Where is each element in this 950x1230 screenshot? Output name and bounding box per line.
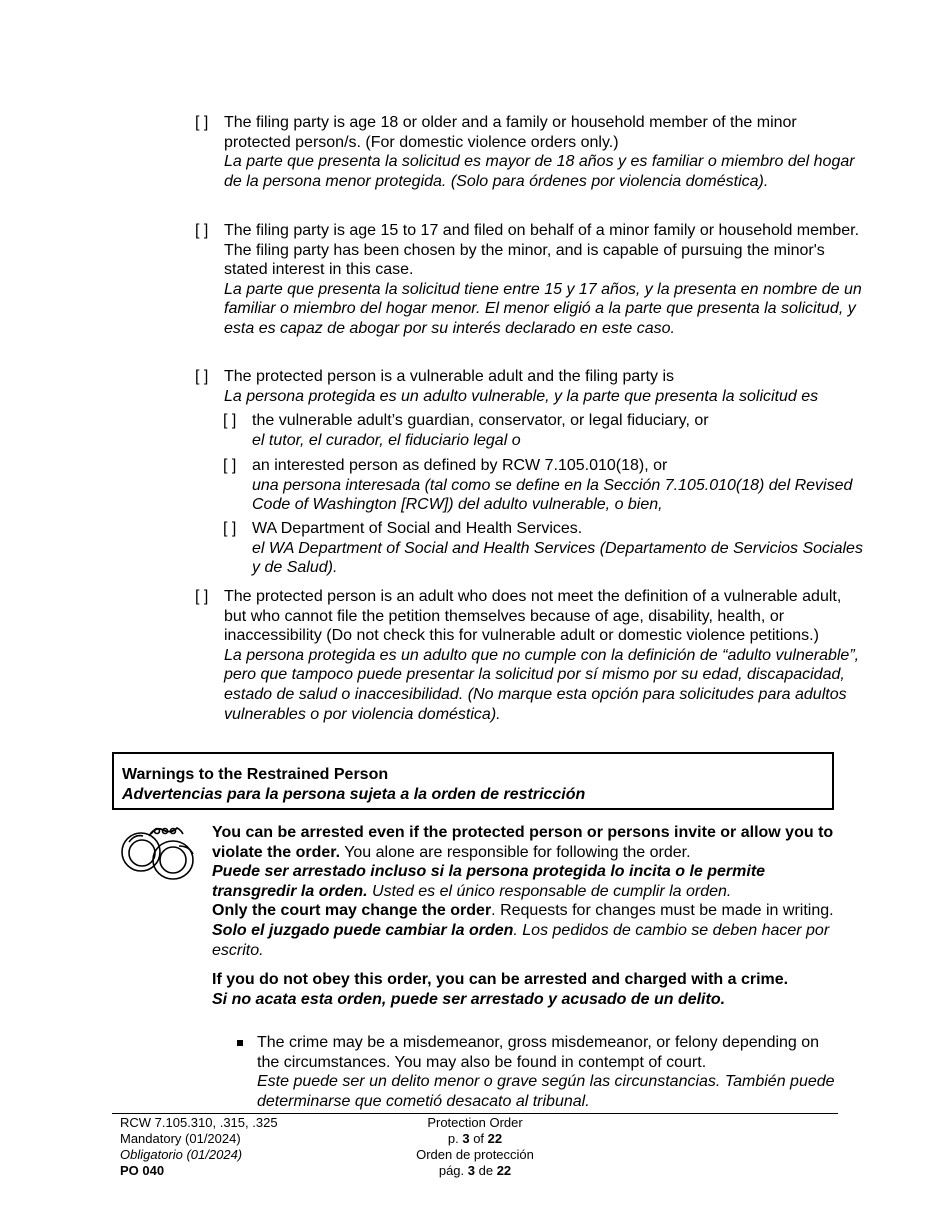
crime-bullet-en: The crime may be a misdemeanor, gross misdemeanor, or felony depending on the circumstances. You may also be found in contempt of court.	[257, 1034, 820, 1071]
sub-option-text-es: el tutor, el curador, el fiduciario legal o	[252, 431, 521, 449]
footer-obligatorio: Obligatorio (01/2024)	[120, 1147, 243, 1162]
sub-option-interested-person	[223, 456, 863, 515]
court-change-es: Solo el juzgado puede cambiar la orden. Los pedidos de cambio se deben hacer por escrito.	[212, 921, 830, 959]
option-text-en: The protected person is an adult who does not meet the definition of a vulnerable adult, but who cannot file the petition themselves because of age, disability, health, or inaccessibility (Do not check this for vulnerable adult or domestic violence petitions.)	[224, 588, 842, 645]
checkbox[interactable]: [ ]	[223, 412, 237, 429]
footer-left	[120, 1115, 278, 1179]
sub-option-guardian	[223, 411, 863, 450]
warnings-title-es: Advertencias para la persona sujeta a la orden de restricción	[122, 785, 586, 803]
warnings-content	[212, 823, 842, 1009]
option-text-es: La parte que presenta la solicitud es mayor de 18 años y es familiar o miembro del hogar de la persona menor protegida. (Solo para órdenes por violencia doméstica).	[224, 153, 855, 190]
footer-page-en: p. 3 of 22	[447, 1131, 503, 1146]
footer-form-id: PO 040	[120, 1163, 165, 1178]
crime-bullet-es: Este puede ser un delito menor o grave según las circunstancias. También puede determinarse que cometió desacato al tribunal.	[257, 1073, 835, 1110]
checkbox[interactable]: [ ]	[195, 588, 209, 605]
handcuffs-icon	[119, 822, 199, 882]
footer-center	[380, 1115, 570, 1179]
obey-warning-es: Si no acata esta orden, puede ser arrestado y acusado de un delito.	[212, 990, 726, 1008]
checkbox[interactable]: [ ]	[223, 520, 237, 537]
warnings-title-en: Warnings to the Restrained Person	[122, 766, 389, 783]
sub-option-text-en: WA Department of Social and Health Services.	[252, 520, 583, 537]
footer-mandatory: Mandatory (01/2024)	[120, 1131, 241, 1146]
sub-option-text-en: the vulnerable adult’s guardian, conservator, or legal fiduciary, or	[252, 412, 709, 429]
court-change-en: Only the court may change the order. Requests for changes must be made in writing.	[212, 902, 834, 920]
footer-divider	[112, 1113, 838, 1114]
option-adult-family-member	[195, 113, 865, 191]
footer-title-en: Protection Order	[427, 1115, 523, 1130]
crime-bullet	[237, 1033, 837, 1111]
sub-option-text-es: el WA Department of Social and Health Services (Departamento de Servicios Sociales y de Salud).	[252, 539, 863, 577]
footer-rcw: RCW 7.105.310, .315, .325	[120, 1115, 278, 1130]
option-vulnerable-adult	[195, 367, 865, 406]
checkbox[interactable]: [ ]	[195, 368, 209, 385]
option-text-en: The filing party is age 18 or older and a family or household member of the minor protected person/s. (For domestic violence orders only.)	[224, 114, 797, 151]
option-text-es: La persona protegida es un adulto que no cumple con la definición de “adulto vulnerable”, pero que tampoco puede presentar la solicitud por sí mismo por su edad, discapacidad, estado de salud o inaccesibilidad. (No marque esta opción para solicitudes para adultos vulnerables o por violencia doméstica).	[224, 646, 860, 723]
footer-title-es: Orden de protección	[416, 1147, 534, 1162]
sub-option-text-en: an interested person as defined by RCW 7.105.010(18), or	[252, 457, 668, 474]
checkbox[interactable]: [ ]	[195, 114, 209, 131]
option-text-en: The filing party is age 15 to 17 and filed on behalf of a minor family or household member. The filing party has been chosen by the minor, and is capable of pursuing the minor's stated interest in this case.	[224, 222, 860, 279]
sub-option-dshs	[223, 519, 863, 578]
footer-page-es: pág. 3 de 22	[438, 1163, 512, 1178]
bullet-icon	[237, 1040, 243, 1046]
option-text-es: La persona protegida es un adulto vulnerable, y la parte que presenta la solicitud es	[224, 387, 819, 405]
checkbox[interactable]: [ ]	[223, 457, 237, 474]
option-text-en: The protected person is a vulnerable adult and the filing party is	[224, 368, 675, 385]
sub-option-text-es: una persona interesada (tal como se define en la Sección 7.105.010(18) del Revised Code of Washington [RCW]) del adulto vulnerable, o bien,	[252, 476, 853, 514]
option-text-es: La parte que presenta la solicitud tiene entre 15 y 17 años, y la presenta en nombre de un familiar o miembro del hogar menor. El menor eligió a la parte que presenta la solicitud, y esta es capaz de abogar por su interés declarado en este caso.	[224, 280, 862, 337]
option-adult-cannot-file	[195, 587, 865, 724]
arrest-warning-es: Puede ser arrestado incluso si la persona protegida lo incita o le permite transgredir la orden. Usted es el único responsable de cumplir la orden.	[212, 863, 766, 900]
option-minor-filer	[195, 221, 865, 339]
arrest-warning-en: You can be arrested even if the protected person or persons invite or allow you to violate the order. You alone are responsible for following the order.	[212, 824, 834, 861]
checkbox[interactable]: [ ]	[195, 222, 209, 239]
obey-warning-en: If you do not obey this order, you can be arrested and charged with a crime.	[212, 971, 789, 989]
warnings-header-box	[112, 752, 834, 810]
